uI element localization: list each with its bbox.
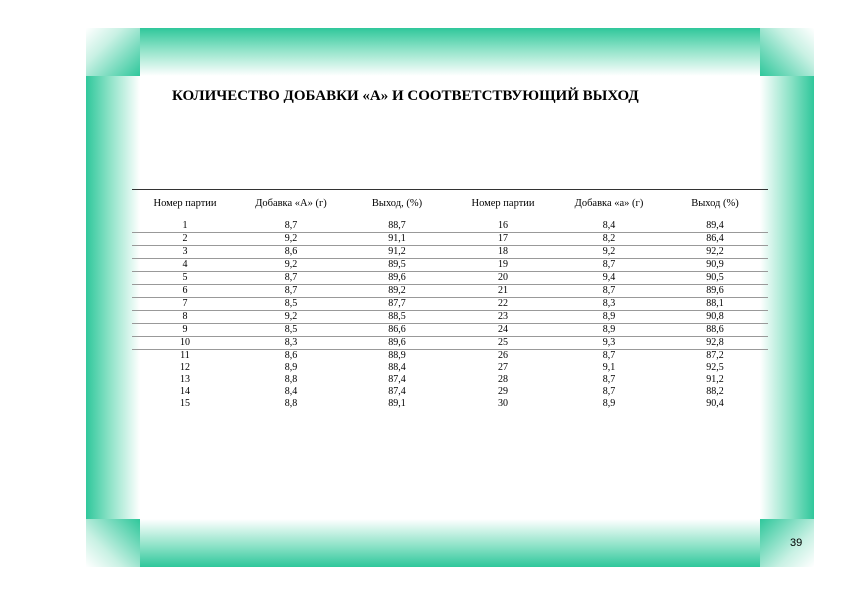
cell-batch-number-1: 5 xyxy=(132,272,238,285)
table-row xyxy=(132,337,768,350)
cell-additive-1: 8,3 xyxy=(238,337,344,350)
cell-batch-number-2: 23 xyxy=(450,311,556,324)
cell-batch-number-2: 21 xyxy=(450,285,556,298)
cell-additive-1: 8,7 xyxy=(238,285,344,298)
cell-batch-number-2: 24 xyxy=(450,324,556,337)
header-additive-1: Добавка «А» (г) xyxy=(255,197,327,209)
header-batch-number-2: Номер партии xyxy=(471,197,535,209)
slide-title: КОЛИЧЕСТВО ДОБАВКИ «А» И СООТВЕТСТВУЮЩИЙ ВЫХОД xyxy=(172,88,639,104)
cell-additive-1: 8,7 xyxy=(238,272,344,285)
cell-batch-number-2: 30 xyxy=(498,398,508,409)
cell-additive-1: 9,2 xyxy=(238,311,344,324)
table-row xyxy=(132,246,768,259)
cell-yield-2: 89,4 xyxy=(662,220,768,233)
cell-batch-number-1: 9 xyxy=(132,324,238,337)
table-row xyxy=(132,220,768,233)
cell-yield-2: 90,9 xyxy=(662,259,768,272)
cell-additive-2: 8,3 xyxy=(556,298,662,311)
cell-yield-2: 90,8 xyxy=(662,311,768,324)
cell-batch-number-1: 15 xyxy=(180,398,190,409)
frame-corner-top-left xyxy=(86,28,140,76)
header-yield-1: Выход, (%) xyxy=(371,197,423,209)
cell-batch-number-1: 3 xyxy=(132,246,238,259)
cell-additive-1: 9,2 xyxy=(238,233,344,246)
cell-additive-2: 9,3 xyxy=(556,337,662,350)
cell-additive-1: 8,6 xyxy=(238,246,344,259)
cell-batch-number-1: 2 xyxy=(132,233,238,246)
cell-batch-number-2: 29 xyxy=(498,386,508,397)
table-row xyxy=(132,374,768,386)
cell-additive-2: 9,2 xyxy=(556,246,662,259)
table-row xyxy=(132,324,768,337)
frame-corner-bottom-left xyxy=(86,519,140,567)
cell-yield-1: 89,6 xyxy=(344,272,450,285)
cell-yield-1: 89,6 xyxy=(344,337,450,350)
table-body xyxy=(132,216,768,410)
cell-yield-1: 88,5 xyxy=(344,311,450,324)
cell-yield-2: 88,2 xyxy=(706,386,724,397)
frame-top-band xyxy=(140,28,760,76)
cell-batch-number-2: 18 xyxy=(450,246,556,259)
header-yield-2: Выход (%) xyxy=(691,197,739,209)
cell-additive-2: 8,9 xyxy=(556,324,662,337)
cell-yield-1: 86,6 xyxy=(344,324,450,337)
cell-yield-1: 87,7 xyxy=(344,298,450,311)
cell-additive-1: 8,7 xyxy=(238,220,344,233)
header-batch-number-1: Номер партии xyxy=(153,197,217,209)
cell-additive-1: 8,6 xyxy=(284,350,298,361)
cell-yield-1: 87,4 xyxy=(388,386,406,397)
cell-yield-1: 89,5 xyxy=(344,259,450,272)
cell-batch-number-2: 16 xyxy=(450,220,556,233)
cell-yield-2: 89,6 xyxy=(662,285,768,298)
cell-batch-number-2: 28 xyxy=(498,374,508,385)
cell-yield-1: 87,4 xyxy=(388,374,406,385)
cell-additive-2: 9,4 xyxy=(556,272,662,285)
frame-corner-top-right xyxy=(760,28,814,76)
cell-yield-2: 87,2 xyxy=(706,350,724,361)
cell-batch-number-2: 20 xyxy=(450,272,556,285)
cell-yield-1: 89,2 xyxy=(344,285,450,298)
cell-yield-2: 92,5 xyxy=(706,362,724,373)
cell-yield-2: 91,2 xyxy=(706,374,724,385)
cell-yield-2: 86,4 xyxy=(662,233,768,246)
cell-additive-1: 8,8 xyxy=(284,398,298,409)
cell-yield-1: 91,1 xyxy=(344,233,450,246)
cell-batch-number-1: 10 xyxy=(132,337,238,350)
cell-additive-2: 8,7 xyxy=(556,259,662,272)
table-row xyxy=(132,386,768,398)
table-row xyxy=(132,298,768,311)
cell-additive-1: 8,5 xyxy=(238,324,344,337)
cell-yield-2: 90,4 xyxy=(706,398,724,409)
table-row xyxy=(132,311,768,324)
cell-batch-number-1: 1 xyxy=(132,220,238,233)
cell-additive-2: 8,9 xyxy=(602,398,616,409)
cell-batch-number-2: 26 xyxy=(498,350,508,361)
cell-additive-1: 8,5 xyxy=(238,298,344,311)
cell-additive-2: 8,2 xyxy=(556,233,662,246)
cell-additive-2: 8,7 xyxy=(602,374,616,385)
frame-corner-bottom-right xyxy=(760,519,814,567)
page-number: 39 xyxy=(790,537,803,549)
cell-additive-2: 8,9 xyxy=(556,311,662,324)
table-row xyxy=(132,233,768,246)
cell-batch-number-1: 8 xyxy=(132,311,238,324)
cell-yield-2: 92,2 xyxy=(662,246,768,259)
cell-batch-number-1: 12 xyxy=(180,362,190,373)
cell-batch-number-2: 19 xyxy=(450,259,556,272)
table-row xyxy=(132,272,768,285)
cell-additive-2: 8,7 xyxy=(602,386,616,397)
cell-additive-2: 8,4 xyxy=(556,220,662,233)
cell-batch-number-2: 22 xyxy=(450,298,556,311)
cell-batch-number-1: 13 xyxy=(180,374,190,385)
frame-right-band xyxy=(760,76,814,519)
cell-additive-1: 9,2 xyxy=(238,259,344,272)
cell-additive-2: 9,1 xyxy=(602,362,616,373)
cell-batch-number-1: 6 xyxy=(132,285,238,298)
cell-batch-number-1: 4 xyxy=(132,259,238,272)
cell-batch-number-1: 11 xyxy=(180,350,190,361)
data-table xyxy=(132,189,768,410)
cell-additive-2: 8,7 xyxy=(556,285,662,298)
cell-yield-2: 88,6 xyxy=(662,324,768,337)
cell-yield-2: 90,5 xyxy=(662,272,768,285)
table-row xyxy=(132,285,768,298)
cell-additive-1: 8,4 xyxy=(284,386,298,397)
table-row xyxy=(132,259,768,272)
table-row xyxy=(132,398,768,410)
cell-yield-1: 89,1 xyxy=(388,398,406,409)
cell-batch-number-2: 17 xyxy=(450,233,556,246)
cell-yield-1: 88,7 xyxy=(344,220,450,233)
table-row xyxy=(132,350,768,363)
cell-batch-number-1: 7 xyxy=(132,298,238,311)
cell-additive-1: 8,8 xyxy=(284,374,298,385)
header-additive-2: Добавка «а» (г) xyxy=(574,197,644,209)
cell-yield-1: 88,9 xyxy=(388,350,406,361)
cell-additive-2: 8,7 xyxy=(602,350,616,361)
cell-additive-1: 8,9 xyxy=(284,362,298,373)
cell-yield-1: 91,2 xyxy=(344,246,450,259)
table-header-row xyxy=(132,190,768,216)
cell-yield-2: 92,8 xyxy=(662,337,768,350)
table-row xyxy=(132,362,768,374)
cell-batch-number-2: 27 xyxy=(498,362,508,373)
frame-bottom-band xyxy=(140,519,760,567)
cell-yield-1: 88,4 xyxy=(388,362,406,373)
cell-batch-number-2: 25 xyxy=(450,337,556,350)
cell-batch-number-1: 14 xyxy=(180,386,190,397)
cell-yield-2: 88,1 xyxy=(662,298,768,311)
